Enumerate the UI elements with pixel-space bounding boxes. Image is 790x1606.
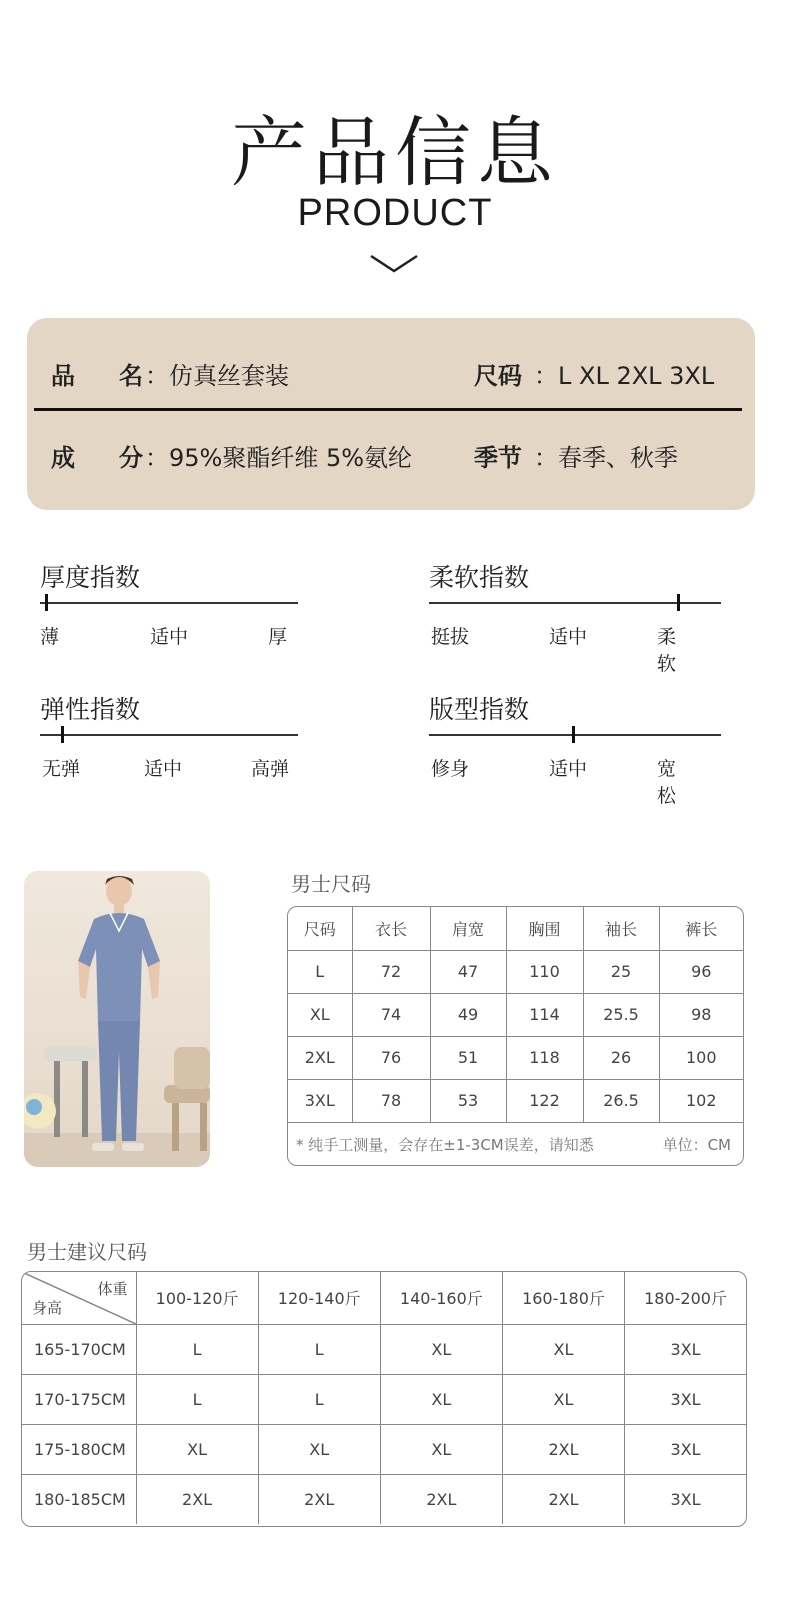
info-key-material-2: 分 bbox=[119, 444, 143, 472]
table-row bbox=[288, 950, 743, 993]
table-cell: 3XL bbox=[625, 1324, 746, 1374]
table-cell: L bbox=[258, 1374, 380, 1424]
info-value-season: ：春季、秋季 bbox=[534, 444, 678, 472]
info-key-size: 尺码 bbox=[474, 362, 522, 390]
elasticity-scale bbox=[40, 690, 300, 780]
table-row bbox=[22, 1374, 746, 1424]
scale-label-right: 厚 bbox=[268, 626, 288, 648]
table-cell: 53 bbox=[430, 1079, 506, 1122]
thickness-scale bbox=[40, 558, 300, 648]
table-cell: XL bbox=[502, 1324, 624, 1374]
table-cell: 114 bbox=[506, 993, 583, 1036]
table-cell: 2XL bbox=[136, 1474, 258, 1524]
chevron-down-icon bbox=[369, 253, 419, 275]
table-row bbox=[288, 993, 743, 1036]
table-cell: L bbox=[288, 950, 352, 993]
table-cell: XL bbox=[136, 1424, 258, 1474]
measurement-note: * 纯手工测量，会存在±1-3CM误差，请知悉 bbox=[296, 1136, 594, 1154]
table-cell: L bbox=[136, 1374, 258, 1424]
table-cell: 26 bbox=[583, 1036, 659, 1079]
table-header-cell: 肩宽 bbox=[430, 907, 506, 950]
table-cell: 3XL bbox=[625, 1474, 746, 1524]
info-row-material-season bbox=[27, 438, 755, 478]
corner-height-label: 身高 bbox=[32, 1298, 63, 1317]
table-row bbox=[22, 1324, 746, 1374]
info-key-material-1: 成 bbox=[51, 444, 75, 472]
table-cell: 74 bbox=[352, 993, 430, 1036]
table-cell: 72 bbox=[352, 950, 430, 993]
table-cell: 96 bbox=[659, 950, 743, 993]
table-cell: 3XL bbox=[288, 1079, 352, 1122]
recommend-table bbox=[22, 1272, 746, 1524]
scale-label-mid: 适中 bbox=[150, 626, 189, 648]
size-chart-title: 男士尺码 bbox=[291, 872, 371, 896]
table-row bbox=[22, 1424, 746, 1474]
table-cell: 102 bbox=[659, 1079, 743, 1122]
table-header-cell: 袖长 bbox=[583, 907, 659, 950]
table-cell: 122 bbox=[506, 1079, 583, 1122]
info-value-name: ：仿真丝套装 bbox=[145, 362, 289, 390]
table-cell: XL bbox=[380, 1324, 502, 1374]
scale-marker bbox=[45, 594, 48, 611]
scale-label-right: 高弹 bbox=[251, 758, 290, 780]
scale-title: 柔软指数 bbox=[429, 563, 530, 592]
softness-scale bbox=[429, 558, 689, 675]
table-header-cell: 160-180斤 bbox=[502, 1272, 624, 1324]
info-value-material: ：95%聚酯纤维 5%氨纶 bbox=[145, 444, 413, 472]
scale-marker bbox=[61, 726, 64, 743]
height-cell: 170-175CM bbox=[22, 1374, 136, 1424]
table-row bbox=[288, 1036, 743, 1079]
table-header-row bbox=[22, 1272, 746, 1324]
table-cell: 2XL bbox=[380, 1474, 502, 1524]
table-header-cell: 100-120斤 bbox=[136, 1272, 258, 1324]
corner-weight-label: 体重 bbox=[97, 1280, 128, 1298]
table-cell: 26.5 bbox=[583, 1079, 659, 1122]
table-cell: L bbox=[136, 1324, 258, 1374]
table-cell: L bbox=[258, 1324, 380, 1374]
scale-marker bbox=[677, 594, 680, 611]
table-cell: 3XL bbox=[625, 1374, 746, 1424]
scale-label-mid: 适中 bbox=[549, 758, 588, 780]
model-photo bbox=[24, 871, 210, 1167]
height-cell: 165-170CM bbox=[22, 1324, 136, 1374]
table-cell: 51 bbox=[430, 1036, 506, 1079]
table-cell: XL bbox=[380, 1374, 502, 1424]
table-cell: 110 bbox=[506, 950, 583, 993]
table-cell: 118 bbox=[506, 1036, 583, 1079]
scale-label-left: 薄 bbox=[40, 626, 60, 648]
table-cell: 47 bbox=[430, 950, 506, 993]
scale-label-mid: 适中 bbox=[144, 758, 183, 780]
table-cell: 98 bbox=[659, 993, 743, 1036]
corner-header-cell bbox=[22, 1272, 136, 1324]
info-key-name-1: 品 bbox=[51, 362, 75, 390]
table-cell: 49 bbox=[430, 993, 506, 1036]
fit-scale bbox=[429, 690, 689, 807]
table-header-cell: 衣长 bbox=[352, 907, 430, 950]
info-divider bbox=[34, 408, 742, 411]
table-cell: 25.5 bbox=[583, 993, 659, 1036]
table-cell: 76 bbox=[352, 1036, 430, 1079]
recommend-title: 男士建议尺码 bbox=[27, 1240, 147, 1264]
table-cell: XL bbox=[258, 1424, 380, 1474]
table-row bbox=[288, 1079, 743, 1122]
table-cell: XL bbox=[380, 1424, 502, 1474]
height-cell: 180-185CM bbox=[22, 1474, 136, 1524]
table-cell: 2XL bbox=[502, 1474, 624, 1524]
table-cell: 2XL bbox=[258, 1474, 380, 1524]
recommend-chart bbox=[21, 1271, 747, 1527]
scale-track bbox=[40, 602, 298, 604]
table-cell: XL bbox=[502, 1374, 624, 1424]
table-cell: 78 bbox=[352, 1079, 430, 1122]
scale-label-left: 挺拔 bbox=[431, 626, 470, 648]
scale-track bbox=[429, 734, 721, 736]
table-cell: 2XL bbox=[288, 1036, 352, 1079]
scale-label-left: 无弹 bbox=[42, 758, 81, 780]
table-cell: 3XL bbox=[625, 1424, 746, 1474]
scale-marker bbox=[572, 726, 575, 743]
info-row-name-size bbox=[27, 356, 755, 396]
scale-label-mid: 适中 bbox=[549, 626, 588, 648]
scale-title: 版型指数 bbox=[429, 695, 530, 724]
size-table bbox=[288, 907, 743, 1123]
table-header-cell: 180-200斤 bbox=[625, 1272, 746, 1324]
page-title: 产品信息 bbox=[231, 108, 559, 197]
scale-track bbox=[40, 734, 298, 736]
scale-title: 厚度指数 bbox=[40, 563, 141, 592]
table-header-row bbox=[288, 907, 743, 950]
table-cell: 25 bbox=[583, 950, 659, 993]
height-cell: 175-180CM bbox=[22, 1424, 136, 1474]
scale-label-right: 宽松 bbox=[657, 758, 677, 807]
table-cell: 100 bbox=[659, 1036, 743, 1079]
unit-label: 单位：CM bbox=[662, 1136, 731, 1154]
size-chart bbox=[287, 906, 744, 1166]
table-cell: XL bbox=[288, 993, 352, 1036]
page-subtitle: PRODUCT bbox=[297, 192, 493, 234]
info-key-name-2: 名 bbox=[119, 362, 143, 390]
scale-label-right: 柔软 bbox=[657, 626, 677, 675]
table-header-cell: 胸围 bbox=[506, 907, 583, 950]
table-header-cell: 尺码 bbox=[288, 907, 352, 950]
product-info-panel bbox=[27, 318, 755, 510]
table-header-cell: 140-160斤 bbox=[380, 1272, 502, 1324]
info-value-size: ：L XL 2XL 3XL bbox=[534, 362, 715, 390]
table-header-cell: 120-140斤 bbox=[258, 1272, 380, 1324]
scale-title: 弹性指数 bbox=[40, 695, 141, 724]
info-key-season: 季节 bbox=[474, 444, 522, 472]
scale-label-left: 修身 bbox=[431, 758, 470, 780]
table-header-cell: 裤长 bbox=[659, 907, 743, 950]
table-cell: 2XL bbox=[502, 1424, 624, 1474]
table-row bbox=[22, 1474, 746, 1524]
